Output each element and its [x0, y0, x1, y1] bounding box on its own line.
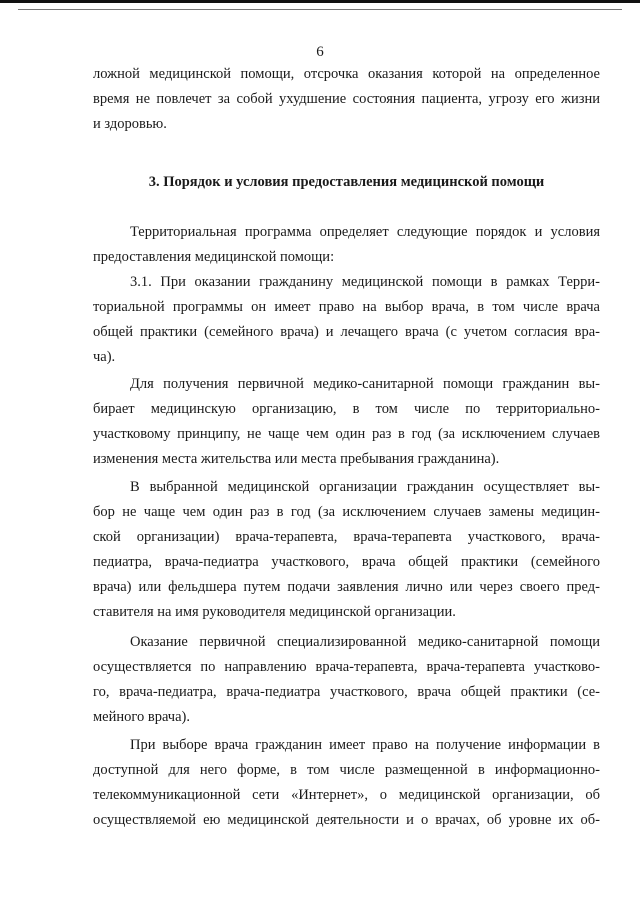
text-line: общей практики (семейного врача) и лечащего врача (с учетом согласия вра- — [93, 324, 600, 340]
text-line: ской организации) врача-терапевта, врача-терапевта участкового, врача- — [93, 529, 600, 545]
section-title: 3. Порядок и условия предоставления медицинской помощи — [148, 174, 545, 190]
section-heading — [93, 170, 600, 195]
paragraph-information-right — [93, 733, 600, 833]
text-line: ложной медицинской помощи, отсрочка оказания которой на определенное — [93, 66, 600, 82]
text-line: мейного врача). — [93, 709, 190, 725]
scan-top-edge — [0, 0, 640, 3]
text-line: осуществляется по направлению врача-терапевта, врача-терапевта участково- — [93, 659, 600, 675]
text-line: врача) или фельдшера путем подачи заявления лично или через своего пред- — [93, 579, 600, 595]
text-line: осуществляемой ею медицинской деятельности и о врачах, об уровне их об- — [93, 812, 600, 828]
text-line: бор не чаще чем один раз в год (за исключением случаев замены медицин- — [93, 504, 600, 520]
text-line: Для получения первичной медико-санитарной помощи гражданин вы- — [130, 376, 600, 392]
text-line: изменения места жительства или места пребывания гражданина). — [93, 451, 500, 467]
text-line: телекоммуникационной сети «Интернет», о медицинской организации, об — [93, 787, 600, 803]
text-line: Территориальная программа определяет следующие порядок и условия — [130, 224, 600, 240]
paragraph-3-1 — [93, 270, 600, 370]
text-line: В выбранной медицинской организации гражданин осуществляет вы- — [130, 479, 600, 495]
text-line: го, врача-педиатра, врача-педиатра участкового, врача общей практики (се- — [93, 684, 600, 700]
text-line: ча). — [93, 349, 116, 365]
scan-top-rule — [18, 9, 622, 10]
text-line: Оказание первичной специализированной медико-санитарной помощи — [130, 634, 600, 650]
text-line: ставителя на имя руководителя медицинской организации. — [93, 604, 456, 620]
page-number: 6 — [316, 44, 324, 60]
text-line: и здоровью. — [93, 116, 167, 132]
text-line: время не повлечет за собой ухудшение состояния пациента, угрозу его жизни — [93, 91, 600, 107]
text-line: участковому принципу, не чаще чем один раз в год (за исключением случаев — [93, 426, 600, 442]
text-line: ториальной программы он имеет право на выбор врача, в том числе врача — [93, 299, 600, 315]
text-line: педиатра, врача-педиатра участкового, врача общей практики (семейного — [93, 554, 600, 570]
text-line: бирает медицинскую организацию, в том числе по территориально- — [93, 401, 600, 417]
text-line: 3.1. При оказании гражданину медицинской помощи в рамках Терри- — [130, 274, 600, 290]
text-line: доступной для него форме, в том числе размещенной в информационно- — [93, 762, 600, 778]
paragraph-continuation — [93, 62, 600, 137]
paragraph-doctor-choice — [93, 475, 600, 625]
paragraph-intro — [93, 220, 600, 270]
paragraph-specialized-care — [93, 630, 600, 730]
paragraph-primary-care — [93, 372, 600, 472]
text-line: предоставления медицинской помощи: — [93, 249, 335, 265]
text-line: При выборе врача гражданин имеет право на получение информации в — [130, 737, 600, 753]
